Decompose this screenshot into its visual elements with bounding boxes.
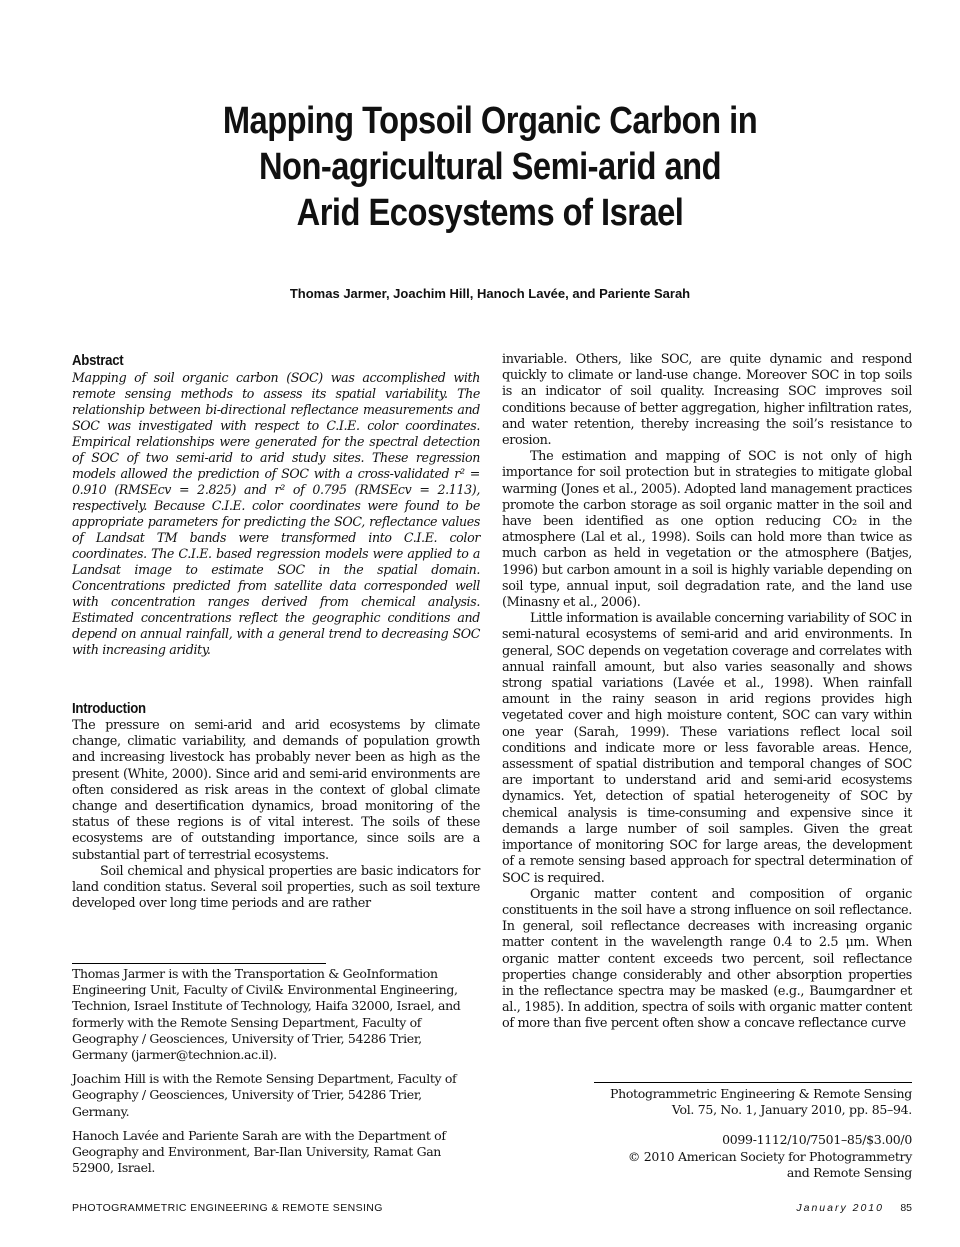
- author-list: Thomas Jarmer, Joachim Hill, Hanoch Lavée, and Pariente Sarah: [289, 286, 691, 301]
- introduction-paragraph-2: Soil chemical and physical properties are basic indicators for land condition status. Several soil properties, such as soil texture developed over long time periods and are rather: [72, 863, 480, 912]
- footnote-divider: [72, 963, 326, 964]
- page-footer: [72, 1202, 912, 1218]
- right-paragraph-3: Little information is available concerning variability of SOC in semi-natural ecosystems of semi-arid and arid environments. In general, SOC depends on vegetation coverage and correlates with annual rainfall amount, but also varies seasonally and shows strong spatial variations (Lavée et al., 1998). When rainfall amount in the rainy season in arid regions provides high vegetated cover and high moisture content, SOC can vary within one year (Sarah, 1999). These variations reflect local soil conditions and indicate more or less favorable areas. Hence, assessment of spatial distribution and temporal changes of SOC are important to understand arid and semi-arid ecosystems dynamics. Yet, detection of spatial heterogeneity of SOC by chemical analysis is time-consuming and expensive since it demands a large number of soil samples. Given the great importance of monitoring SOC for large areas, the development of a remote sensing based approach for spectral determination of SOC is required.: [502, 611, 912, 886]
- left-column: [72, 352, 480, 912]
- abstract-heading: Abstract: [72, 352, 124, 369]
- publication-divider: [594, 1082, 912, 1083]
- title-line-2: Non-agricultural Semi-arid and: [258, 146, 722, 188]
- affiliation-jarmer: Thomas Jarmer is with the Transportation & GeoInformation Engineering Unit, Faculty of Civil& Environmental Engineering, Technion, Israel Institute of Technology, Haifa 32000, Israel, and formerly with the Remote Sensing Department, Faculty of Geography / Geosciences, University of Trier, 54286 Trier, Germany (jarmer@technion.ac.il).: [72, 966, 461, 1063]
- page-number: 85: [900, 1202, 912, 1214]
- right-column: [502, 352, 912, 1033]
- right-paragraph-2: The estimation and mapping of SOC is not only of high importance for soil protection but in strategies to mitigate global warming (Jones et al., 2005). Adopted land management practices promote the carbon storage as soil organic matter in the soil and have been identified as one option reducing CO₂ in the atmosphere (Lal et al., 1998). Soils can hold more than twice as much carbon as held in vegetation or the atmosphere (Batjes, 1996) but carbon amount in a soil is highly variable depending on soil type, annual input, soil degradation rate, and the land use (Minasny et al., 2006).: [502, 449, 912, 611]
- journal-name: Photogrammetric Engineering & Remote Sensing: [609, 1086, 912, 1101]
- footer-journal: PHOTOGRAMMETRIC ENGINEERING & REMOTE SENSING: [72, 1202, 383, 1214]
- right-paragraph-1: invariable. Others, like SOC, are quite dynamic and respond quickly to climate or land-use change. Moreover SOC in top soils is an indicator of soil quality. Increasing SOC improves soil conditions because of better aggregation, higher infiltration rates, and water retention, thereby increasing the soil’s resistance to erosion.: [502, 352, 912, 449]
- article-title: [155, 98, 826, 236]
- introduction-paragraph-1: The pressure on semi-arid and arid ecosystems by climate change, climatic variability, and demands of population growth and increasing livestock has probably never been as high as the present (White, 2000). Since arid and semi-arid environments are often considered as risk areas in the context of global climate change and desertification dynamics, broad monitoring of the status of these regions is of vital interest. The soils of these ecosystems are of outstanding importance, since soils are a substantial part of terrestrial ecosystems.: [72, 718, 480, 863]
- volume-info: Vol. 75, No. 1, January 2010, pp. 85–94.: [671, 1102, 912, 1118]
- title-line-1: Mapping Topsoil Organic Carbon in: [222, 100, 758, 142]
- author-affiliations: [72, 966, 480, 1184]
- abstract-text: Mapping of soil organic carbon (SOC) was accomplished with remote sensing methods to assess its spatial variability. The relationship between bi-directional reflectance measurements and SOC was investigated with respect to C.I.E. color coordinates. Empirical relationships were generated for the spectral detection of SOC of two semi-arid to arid study sites. These regression models allowed the prediction of SOC with a cross-validated r² = 0.910 (RMSEcv = 2.825) and r² of 0.795 (RMSEcv = 2.113), respectively. Because C.I.E. color coordinates were found to be appropriate parameters for predicting the SOC, reflectance values of Landsat TM bands were transformed into C.I.E. color coordinates. The C.I.E. based regression models were applied to a Landsat image to estimate SOC in the spatial domain. Concentrations predicted from satellite data corresponded well with concentration ranges derived from chemical analysis. Estimated concentrations reflect the geographic conditions and depend on annual rainfall, with a general trend to decreasing SOC with increasing aridity.: [72, 370, 480, 657]
- affiliation-lavee-sarah: Hanoch Lavée and Pariente Sarah are with the Department of Geography and Environment, Bar-Ilan University, Ramat Gan 52900, Israel.: [72, 1127, 446, 1176]
- introduction-heading: Introduction: [72, 700, 146, 717]
- introduction-section: [72, 700, 480, 912]
- publication-info: [540, 1086, 912, 1181]
- affiliation-hill: Joachim Hill is with the Remote Sensing Department, Faculty of Geography / Geosciences, University of Trier, 54286 Trier, Germany.: [72, 1071, 457, 1119]
- article-code: 0099-1112/10/7501–85/$3.00/0: [722, 1132, 912, 1148]
- right-paragraph-4: Organic matter content and composition of organic constituents in the soil have a strong influence on soil reflectance. In general, soil reflectance decreases with increasing organic matter content in the wavelength range 0.4 to 2.5 μm. When organic matter content exceeds two percent, soil reflectance properties change considerably and other absorption properties in the reflectance spectra may be masked (e.g., Baumgardner et al., 1985). In addition, spectra of soils with organic matter content of more than five percent often show a concave reflectance curve: [502, 886, 912, 1032]
- copyright-line-2: and Remote Sensing: [786, 1164, 912, 1180]
- copyright-line: © 2010 American Society for Photogrammetry: [627, 1148, 912, 1164]
- footer-date: January 2010: [796, 1202, 884, 1214]
- title-line-3: Arid Ecosystems of Israel: [296, 192, 684, 234]
